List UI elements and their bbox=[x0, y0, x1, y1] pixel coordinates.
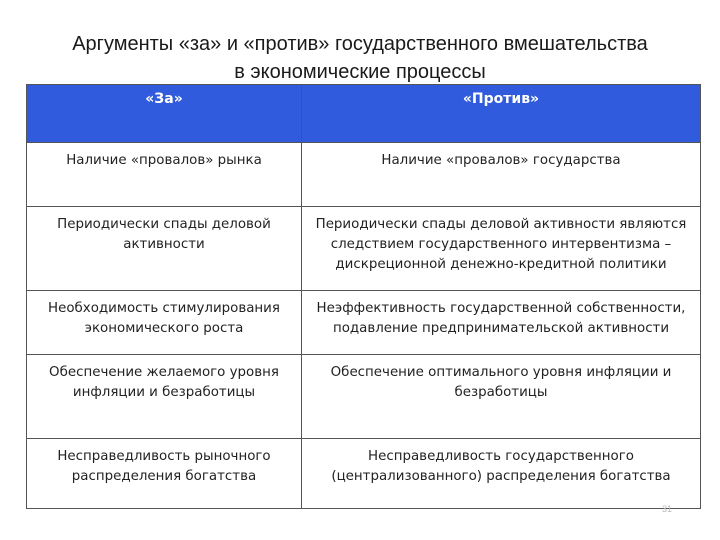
cell-against: Обеспечение оптимального уровня инфляции и безработицы bbox=[302, 355, 701, 439]
table-row bbox=[27, 143, 701, 207]
slide-title bbox=[0, 30, 720, 86]
cell-for: Обеспечение желаемого уровня инфляции и безработицы bbox=[27, 355, 302, 439]
page-number: 31 bbox=[662, 504, 673, 514]
table-row bbox=[27, 355, 701, 439]
cell-against: Наличие «провалов» государства bbox=[302, 143, 701, 207]
slide-title-line1: Аргументы «за» и «против» государственного вмешательства bbox=[72, 33, 648, 55]
cell-against: Несправедливость государственного (централизованного) распределения богатства bbox=[302, 439, 701, 509]
cell-for: Необходимость стимулирования экономического роста bbox=[27, 291, 302, 355]
header-against: «Против» bbox=[302, 85, 701, 143]
cell-for: Периодически спады деловой активности bbox=[27, 207, 302, 291]
table-row bbox=[27, 291, 701, 355]
table-row bbox=[27, 439, 701, 509]
arguments-table bbox=[26, 84, 701, 509]
cell-for: Наличие «провалов» рынка bbox=[27, 143, 302, 207]
table-row bbox=[27, 207, 701, 291]
header-for: «За» bbox=[27, 85, 302, 143]
cell-against: Неэффективность государственной собственности, подавление предпринимательской активности bbox=[302, 291, 701, 355]
slide-title-line2: в экономические процессы bbox=[234, 61, 486, 83]
cell-for: Несправедливость рыночного распределения богатства bbox=[27, 439, 302, 509]
cell-against: Периодически спады деловой активности являются следствием государственного интервентизма – дискреционной денежно-кредитной политики bbox=[302, 207, 701, 291]
table-header-row bbox=[27, 85, 701, 143]
